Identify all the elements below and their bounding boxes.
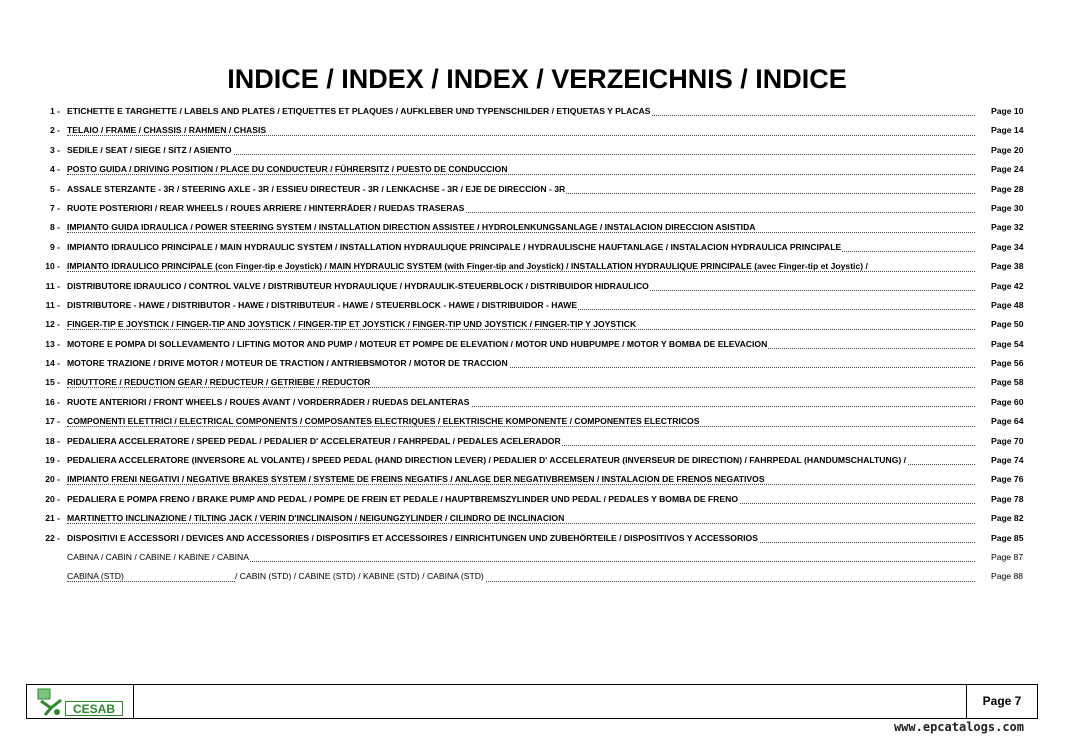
toc-entry[interactable] <box>30 529 1030 548</box>
toc-entry[interactable] <box>30 160 1030 179</box>
toc-entry-page: Page 54 <box>991 338 1024 349</box>
toc-entry-leader <box>67 238 975 257</box>
toc-entry-title: SEDILE / SEAT / SIEGE / SITZ / ASIENTO <box>67 144 232 155</box>
toc-entry-number: 14 - <box>45 358 60 369</box>
toc-entry[interactable] <box>30 432 1030 451</box>
toc-entry-number: 17 - <box>45 416 60 427</box>
logo-wordmark: CESAB <box>65 701 123 716</box>
toc-entry-number: 20 - <box>45 474 60 485</box>
toc-entry-page: Page 56 <box>991 358 1024 369</box>
toc-sub-entry-page: Page 87 <box>991 551 1024 562</box>
toc-entry-page: Page 48 <box>991 299 1024 310</box>
page-title: INDICE / INDEX / INDEX / VERZEICHNIS / INDICE <box>227 64 847 94</box>
toc-entry[interactable] <box>30 296 1030 315</box>
toc-entry-page: Page 38 <box>991 261 1024 272</box>
toc-entry[interactable] <box>30 180 1030 199</box>
toc-entry-title: COMPONENTI ELETTRICI / ELECTRICAL COMPONENTS / COMPOSANTES ELECTRIQUES / ELEKTRISCHE KOMPONENTE / COMPONENTES ELECTRICOS <box>67 416 700 427</box>
toc-entry-page: Page 70 <box>991 435 1024 446</box>
toc-entry[interactable] <box>30 335 1030 354</box>
toc-entry-number: 4 - <box>49 164 60 175</box>
toc-entry-number: 16 - <box>45 396 60 407</box>
toc-entry-page: Page 64 <box>991 416 1024 427</box>
toc-entry-page: Page 24 <box>991 164 1024 175</box>
toc-entry[interactable] <box>30 509 1030 528</box>
logo <box>27 685 134 718</box>
toc-entry-title: MOTORE TRAZIONE / DRIVE MOTOR / MOTEUR DE TRACTION / ANTRIEBSMOTOR / MOTOR DE TRACCION <box>67 358 508 369</box>
toc-entry-leader <box>67 509 975 528</box>
toc-entry-title: IMPIANTO IDRAULICO PRINCIPALE (con Finger-tip e Joystick) / MAIN HYDRAULIC SYSTEM (with Finger-tip and Joystick) / INSTALLATION HYDRAULIQUE PRINCIPALE (avec Finger-tip et Joystic) / <box>67 261 868 272</box>
watermark-url: www.epcatalogs.com <box>893 720 1024 734</box>
toc-entry[interactable] <box>30 121 1030 140</box>
toc-entry-page: Page 32 <box>991 222 1024 233</box>
toc-entry-page: Page 74 <box>991 455 1024 466</box>
toc-entry-page: Page 30 <box>991 202 1024 213</box>
toc-entry-leader <box>67 451 975 470</box>
toc-entry-title: RUOTE ANTERIORI / FRONT WHEELS / ROUES AVANT / VORDERRÄDER / RUEDAS DELANTERAS <box>67 396 470 407</box>
toc-entry-page: Page 50 <box>991 319 1024 330</box>
table-of-contents <box>30 102 1030 587</box>
toc-sub-entry-page: Page 88 <box>991 571 1024 582</box>
toc-entry-leader <box>67 470 975 489</box>
toc-entry[interactable] <box>30 277 1030 296</box>
toc-entry-title: POSTO GUIDA / DRIVING POSITION / PLACE DU CONDUCTEUR / FÜHRERSITZ / PUESTO DE CONDUCCION <box>67 164 508 175</box>
toc-entry-page: Page 58 <box>991 377 1024 388</box>
toc-entry-number: 19 - <box>45 455 60 466</box>
toc-entry-leader <box>67 529 975 548</box>
toc-sub-entry-title: CABINA / CABIN / CABINE / KABINE / CABINA <box>67 551 249 562</box>
toc-sub-entry-title: CABINA (STD) <box>67 571 124 582</box>
toc-entry-number: 13 - <box>45 338 60 349</box>
toc-entry-title: IMPIANTO FRENI NEGATIVI / NEGATIVE BRAKES SYSTEM / SYSTEME DE FREINS NEGATIFS / ANLAGE DER NEGATIVBREMSEN / INSTALACION DE FRENOS NEGATIVOS <box>67 474 765 485</box>
toc-entry-title: FINGER-TIP E JOYSTICK / FINGER-TIP AND JOYSTICK / FINGER-TIP ET JOYSTICK / FINGER-TIP UND JOYSTICK / FINGER-TIP Y JOYSTICK <box>67 319 637 330</box>
toc-entry-title: RUOTE POSTERIORI / REAR WHEELS / ROUES ARRIERE / HINTERRÄDER / RUEDAS TRASERAS <box>67 202 465 213</box>
toc-entry-number: 18 - <box>45 435 60 446</box>
toc-entry[interactable] <box>30 102 1030 121</box>
toc-entry-leader <box>67 102 975 121</box>
toc-entry[interactable] <box>30 141 1030 160</box>
toc-entry-page: Page 78 <box>991 493 1024 504</box>
toc-entry[interactable] <box>30 199 1030 218</box>
toc-sub-entry-title-2: / CABIN (STD) / CABINE (STD) / KABINE (STD) / CABINA (STD) <box>235 567 485 586</box>
toc-entry-number: 9 - <box>49 241 60 252</box>
toc-entry-number: 11 - <box>45 280 60 291</box>
toc-entry[interactable] <box>30 257 1030 276</box>
toc-entry-title: PEDALIERA E POMPA FRENO / BRAKE PUMP AND PEDAL / POMPE DE FREIN ET PEDALE / HAUPTBREMSZYLINDER UND PEDAL / PEDALES Y BOMBA DE FRENO <box>67 493 739 504</box>
toc-entry-page: Page 28 <box>991 183 1024 194</box>
toc-entry-leader <box>67 180 975 199</box>
toc-entry-number: 3 - <box>49 144 60 155</box>
toc-entry-leader <box>67 354 975 373</box>
toc-entry-number: 11 - <box>45 299 60 310</box>
toc-entry-title: DISTRIBUTORE IDRAULICO / CONTROL VALVE / DISTRIBUTEUR HYDRAULIQUE / HYDRAULIK-STEUERBLOCK / DISTRIBUIDOR HIDRAULICO <box>67 280 649 291</box>
toc-entry[interactable] <box>30 218 1030 237</box>
toc-entry-number: 8 - <box>49 222 60 233</box>
toc-entry[interactable] <box>30 393 1030 412</box>
toc-entry[interactable] <box>30 354 1030 373</box>
toc-entry-title: MOTORE E POMPA DI SOLLEVAMENTO / LIFTING MOTOR AND PUMP / MOTEUR ET POMPE DE ELEVATION / MOTOR UND HUBPUMPE / MOTOR Y BOMBA DE ELEVACION <box>67 338 768 349</box>
toc-entry-number: 22 - <box>45 532 60 543</box>
toc-entry-page: Page 60 <box>991 396 1024 407</box>
toc-entry-number: 20 - <box>45 493 60 504</box>
toc-entry-title: ASSALE STERZANTE - 3R / STEERING AXLE - 3R / ESSIEU DIRECTEUR - 3R / LENKACHSE - 3R / EJE DE DIRECCION - 3R <box>67 183 566 194</box>
toc-entry-title: IMPIANTO IDRAULICO PRINCIPALE / MAIN HYDRAULIC SYSTEM / INSTALLATION HYDRAULIQUE PRINCIPALE / HYDRAULISCHE HAUFTANLAGE / INSTALACION HYDRAULICA PRINCIPALE <box>67 241 842 252</box>
toc-entry-leader <box>67 315 975 334</box>
toc-entry-leader <box>67 335 975 354</box>
toc-entry-page: Page 20 <box>991 144 1024 155</box>
toc-entry-number: 2 - <box>49 125 60 136</box>
toc-entry-leader <box>67 277 975 296</box>
toc-entry-leader <box>67 393 975 412</box>
toc-entry-number: 5 - <box>49 183 60 194</box>
toc-entry-leader <box>67 373 975 392</box>
toc-entry-title: MARTINETTO INCLINAZIONE / TILTING JACK / VERIN D'INCLINAISON / NEIGUNGZYLINDER / CILINDRO DE INCLINACION <box>67 513 565 524</box>
toc-entry-page: Page 85 <box>991 532 1024 543</box>
toc-entry-leader <box>67 121 975 140</box>
toc-entry[interactable] <box>30 470 1030 489</box>
toc-entry-number: 15 - <box>45 377 60 388</box>
toc-sub-entry[interactable] <box>30 567 1030 586</box>
toc-entry-title: PEDALIERA ACCELERATORE (INVERSORE AL VOLANTE) / SPEED PEDAL (HAND DIRECTION LEVER) / PEDALIER D' ACCELERATEUR (INVERSEUR DE DIRECTION) / FAHRPEDAL (HANDUMSCHALTUNG) / <box>67 455 907 466</box>
toc-entry[interactable] <box>30 315 1030 334</box>
toc-entry-leader <box>67 412 975 431</box>
toc-entry-number: 10 - <box>45 261 60 272</box>
toc-entry-title: IMPIANTO GUIDA IDRAULICA / POWER STEERING SYSTEM / INSTALLATION DIRECTION ASSISTEE / HYDROLENKUNGSANLAGE / INSTALACION DIRECCION ASISTIDA <box>67 222 756 233</box>
toc-sub-entry[interactable] <box>30 548 1030 567</box>
page-number: Page 7 <box>966 685 1037 718</box>
toc-entry-page: Page 42 <box>991 280 1024 291</box>
toc-entry-leader <box>67 296 975 315</box>
toc-entry-leader <box>67 490 975 509</box>
toc-entry[interactable] <box>30 373 1030 392</box>
toc-entry[interactable] <box>30 451 1030 470</box>
toc-entry-page: Page 14 <box>991 125 1024 136</box>
toc-entry-number: 7 - <box>49 202 60 213</box>
toc-entry-leader <box>67 432 975 451</box>
toc-entry-leader <box>67 199 975 218</box>
toc-entry[interactable] <box>30 412 1030 431</box>
toc-entry-page: Page 34 <box>991 241 1024 252</box>
toc-sub-entry-leader <box>67 567 975 586</box>
toc-entry-title: DISTRIBUTORE - HAWE / DISTRIBUTOR - HAWE / DISTRIBUTEUR - HAWE / STEUERBLOCK - HAWE / DISTRIBUIDOR - HAWE <box>67 299 578 310</box>
forklift-logo-icon <box>37 688 67 716</box>
toc-entry-page: Page 76 <box>991 474 1024 485</box>
toc-entry-leader <box>67 218 975 237</box>
footer-bar <box>26 684 1038 719</box>
toc-entry[interactable] <box>30 238 1030 257</box>
toc-entry-leader <box>67 160 975 179</box>
toc-entry[interactable] <box>30 490 1030 509</box>
toc-entry-leader <box>67 257 975 276</box>
toc-entry-page: Page 10 <box>991 106 1024 116</box>
toc-entry-title: PEDALIERA ACCELERATORE / SPEED PEDAL / PEDALIER D' ACCELERATEUR / FAHRPEDAL / PEDALES ACELERADOR <box>67 435 561 446</box>
toc-entry-title: ETICHETTE E TARGHETTE / LABELS AND PLATES / ETIQUETTES ET PLAQUES / AUFKLEBER UND TYPENSCHILDER / ETIQUETAS Y PLACAS <box>67 106 651 116</box>
toc-entry-number: 21 - <box>45 513 60 524</box>
toc-entry-page: Page 82 <box>991 513 1024 524</box>
toc-entry-title: DISPOSITIVI E ACCESSORI / DEVICES AND ACCESSORIES / DISPOSITIFS ET ACCESSOIRES / EINRICHTUNGEN UND ZUBEHÖRTEILE / DISPOSITIVOS Y ACCESSORIOS <box>67 532 758 543</box>
toc-entry-number: 12 - <box>45 319 60 330</box>
toc-entry-title: TELAIO / FRAME / CHASSIS / RAHMEN / CHASIS <box>67 125 267 136</box>
toc-entry-title: RIDUTTORE / REDUCTION GEAR / REDUCTEUR / GETRIEBE / REDUCTOR <box>67 377 371 388</box>
toc-sub-entry-leader <box>67 548 975 567</box>
toc-entry-leader <box>67 141 975 160</box>
toc-entry-number: 1 - <box>49 106 60 116</box>
